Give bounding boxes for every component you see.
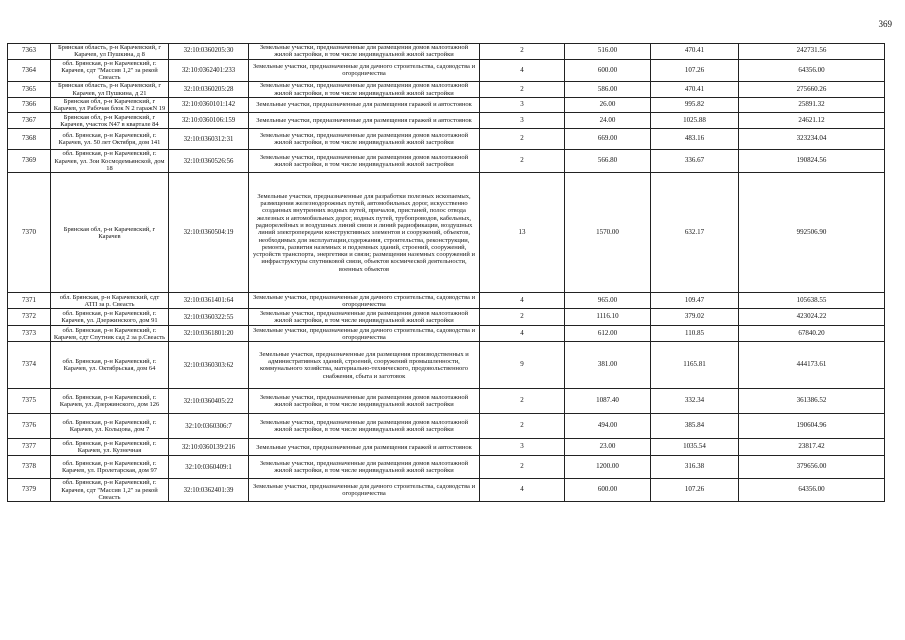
area-cell: 612.00	[565, 326, 651, 342]
cadastral-value-cell: 444173.61	[739, 342, 885, 389]
land-use-cell: Земельные участки, предназначенные для размещения домов малоэтажной жилой застройки, в том числе индивидуальной жилой застройки	[249, 389, 480, 414]
area-cell: 23.00	[565, 439, 651, 456]
cadastral-value-cell: 275660.26	[739, 82, 885, 98]
row-number: 7372	[8, 309, 51, 326]
cadastral-value-cell: 242731.56	[739, 44, 885, 60]
use-group-cell: 2	[480, 389, 565, 414]
area-cell: 26.00	[565, 97, 651, 113]
land-use-cell: Земельные участки, предназначенные для размещения домов малоэтажной жилой застройки, в том числе индивидуальной жилой застройки	[249, 414, 480, 439]
land-use-cell: Земельные участки, предназначенные для разработки полезных ископаемых, размещения железнодорожных путей, автомобильных дорог, искусственно созданных внутренних водных путей, причалов, пристаней, полос отвода железных и автомобильных дорог, водных путей, трубопроводов, кабельных, радиорелейных и воздушных линий связи и линий радиофикации, воздушных линий электропередачи конструктивных элементов и сооружений, объектов, необходимых для эксплуатации,содержания, строительства, реконструкции, ремонта, развития наземных и подземных зданий, строений, сооружений, устройств транспорта, энергетики и связи; размещения наземных сооружений и инфраструктуры спутниковой связи, объектов космической деятельности, военных объектов	[249, 173, 480, 293]
row-number: 7367	[8, 113, 51, 129]
address-cell: Брянская обл, р-н Карачевский, г Карачев	[51, 173, 169, 293]
table-row	[8, 389, 885, 414]
land-use-cell: Земельные участки, предназначенные для размещения домов малоэтажной жилой застройки, в том числе индивидуальной жилой застройки	[249, 309, 480, 326]
cadastral-number-cell: 32:10:0360303:62	[169, 342, 249, 389]
row-number: 7376	[8, 414, 51, 439]
table-row	[8, 129, 885, 150]
unit-value-cell: 1035.54	[651, 439, 739, 456]
cadastral-number-cell: 32:10:0360306:7	[169, 414, 249, 439]
area-cell: 24.00	[565, 113, 651, 129]
unit-value-cell: 632.17	[651, 173, 739, 293]
row-number: 7374	[8, 342, 51, 389]
cadastral-value-table	[7, 43, 885, 502]
use-group-cell: 2	[480, 309, 565, 326]
unit-value-cell: 470.41	[651, 44, 739, 60]
cadastral-value-cell: 64356.00	[739, 59, 885, 82]
row-number: 7373	[8, 326, 51, 342]
use-group-cell: 2	[480, 82, 565, 98]
unit-value-cell: 995.82	[651, 97, 739, 113]
area-cell: 586.00	[565, 82, 651, 98]
table-row	[8, 414, 885, 439]
area-cell: 516.00	[565, 44, 651, 60]
use-group-cell: 4	[480, 59, 565, 82]
table-row	[8, 97, 885, 113]
cadastral-value-cell: 992506.90	[739, 173, 885, 293]
row-number: 7371	[8, 293, 51, 309]
use-group-cell: 4	[480, 293, 565, 309]
unit-value-cell: 379.02	[651, 309, 739, 326]
table-row	[8, 173, 885, 293]
cadastral-number-cell: 32:10:0360139:216	[169, 439, 249, 456]
row-number: 7366	[8, 97, 51, 113]
cadastral-value-cell: 190604.96	[739, 414, 885, 439]
use-group-cell: 13	[480, 173, 565, 293]
use-group-cell: 2	[480, 150, 565, 173]
row-number: 7363	[8, 44, 51, 60]
cadastral-number-cell: 32:10:0360409:1	[169, 456, 249, 479]
unit-value-cell: 110.85	[651, 326, 739, 342]
use-group-cell: 2	[480, 414, 565, 439]
table-row	[8, 326, 885, 342]
row-number: 7368	[8, 129, 51, 150]
table-row	[8, 439, 885, 456]
unit-value-cell: 1165.81	[651, 342, 739, 389]
row-number: 7369	[8, 150, 51, 173]
cadastral-number-cell: 32:10:0360106:159	[169, 113, 249, 129]
address-cell: Брянская область, р-н Карачевский, г Карачев, ул Пушкина, д 21	[51, 82, 169, 98]
table-row	[8, 293, 885, 309]
use-group-cell: 3	[480, 113, 565, 129]
table-row	[8, 82, 885, 98]
use-group-cell: 4	[480, 479, 565, 502]
area-cell: 566.80	[565, 150, 651, 173]
address-cell: обл. Брянская, р-н Карачевский, г. Карачев, сдт "Массив 1,2" за рекой Свеасть	[51, 59, 169, 82]
land-use-cell: Земельные участки, предназначенные для размещения гаражей и автостоянок	[249, 97, 480, 113]
address-cell: обл. Брянская, р-н Карачевский, сдт АТП за р. Свеасть	[51, 293, 169, 309]
page-number: 369	[878, 19, 892, 29]
land-use-cell: Земельные участки, предназначенные для размещения гаражей и автостоянок	[249, 113, 480, 129]
address-cell: Брянская область, р-н Карачевский, г Карачев, ул Пушкина, д 8	[51, 44, 169, 60]
unit-value-cell: 107.26	[651, 479, 739, 502]
unit-value-cell: 385.84	[651, 414, 739, 439]
table-row	[8, 456, 885, 479]
use-group-cell: 2	[480, 456, 565, 479]
cadastral-number-cell: 32:10:0362401:39	[169, 479, 249, 502]
table-row	[8, 479, 885, 502]
unit-value-cell: 316.38	[651, 456, 739, 479]
cadastral-number-cell: 32:10:0360205:28	[169, 82, 249, 98]
table-row	[8, 342, 885, 389]
land-use-cell: Земельные участки, предназначенные для размещения домов малоэтажной жилой застройки, в том числе индивидуальной жилой застройки	[249, 150, 480, 173]
area-cell: 381.00	[565, 342, 651, 389]
cadastral-value-cell: 25891.32	[739, 97, 885, 113]
row-number: 7377	[8, 439, 51, 456]
address-cell: обл. Брянская, р-н Карачевский, г. Карачев, ул. Зои Космодемьянской, дом 18	[51, 150, 169, 173]
cadastral-number-cell: 32:10:0362401:233	[169, 59, 249, 82]
cadastral-value-cell: 423024.22	[739, 309, 885, 326]
land-use-cell: Земельные участки, предназначенные для дачного строительства, садоводства и огородничества	[249, 293, 480, 309]
use-group-cell: 3	[480, 439, 565, 456]
unit-value-cell: 332.34	[651, 389, 739, 414]
cadastral-number-cell: 32:10:0360405:22	[169, 389, 249, 414]
table-row	[8, 150, 885, 173]
table-row	[8, 309, 885, 326]
table-row	[8, 44, 885, 60]
area-cell: 1200.00	[565, 456, 651, 479]
address-cell: Брянская обл, р-н Карачевский, г Карачев, участок N47 в квартале 84	[51, 113, 169, 129]
address-cell: обл. Брянская, р-н Карачевский, г. Карачев, ул. Кольцова, дом 7	[51, 414, 169, 439]
address-cell: обл. Брянская, р-н Карачевский, г. Карачев, ул. Дзержинского, дом 91	[51, 309, 169, 326]
unit-value-cell: 109.47	[651, 293, 739, 309]
row-number: 7365	[8, 82, 51, 98]
address-cell: обл. Брянская, р-н Карачевский, г. Карачев, ул. Кузнечная	[51, 439, 169, 456]
address-cell: обл. Брянская, р-н Карачевский, г. Карачев, сдт "Массив 1,2" за рекой Свеасть	[51, 479, 169, 502]
table-row	[8, 59, 885, 82]
use-group-cell: 3	[480, 97, 565, 113]
address-cell: обл. Брянская, р-н Карачевский, г. Карачев, ул. Пролетарская, дом 97	[51, 456, 169, 479]
address-cell: обл. Брянская, р-н Карачевский, г. Карачев, ул. Октябрьская, дом 64	[51, 342, 169, 389]
unit-value-cell: 470.41	[651, 82, 739, 98]
area-cell: 1116.10	[565, 309, 651, 326]
land-use-cell: Земельные участки, предназначенные для размещения домов малоэтажной жилой застройки, в том числе индивидуальной жилой застройки	[249, 44, 480, 60]
address-cell: обл. Брянская, р-н Карачевский, г. Карачев, ул. 50 лет Октября, дом 141	[51, 129, 169, 150]
cadastral-number-cell: 32:10:0360322:55	[169, 309, 249, 326]
cadastral-value-cell: 190824.56	[739, 150, 885, 173]
unit-value-cell: 107.26	[651, 59, 739, 82]
area-cell: 1570.00	[565, 173, 651, 293]
cadastral-number-cell: 32:10:0360504:19	[169, 173, 249, 293]
use-group-cell: 2	[480, 129, 565, 150]
row-number: 7375	[8, 389, 51, 414]
cadastral-value-cell: 24621.12	[739, 113, 885, 129]
land-use-cell: Земельные участки, предназначенные для размещения домов малоэтажной жилой застройки, в том числе индивидуальной жилой застройки	[249, 129, 480, 150]
area-cell: 494.00	[565, 414, 651, 439]
cadastral-value-cell: 361386.52	[739, 389, 885, 414]
table-row	[8, 113, 885, 129]
address-cell: обл. Брянская, р-н Карачевский, г. Карачев, ул. Дзержинского, дом 126	[51, 389, 169, 414]
row-number: 7370	[8, 173, 51, 293]
cadastral-value-cell: 67840.20	[739, 326, 885, 342]
unit-value-cell: 336.67	[651, 150, 739, 173]
cadastral-number-cell: 32:10:0360312:31	[169, 129, 249, 150]
area-cell: 965.00	[565, 293, 651, 309]
address-cell: обл. Брянская, р-н Карачевский, г. Карачев, сдт Спутник сад 2 за р.Свеасть	[51, 326, 169, 342]
cadastral-number-cell: 32:10:0360526:56	[169, 150, 249, 173]
use-group-cell: 9	[480, 342, 565, 389]
land-use-cell: Земельные участки, предназначенные для размещения гаражей и автостоянок	[249, 439, 480, 456]
cadastral-value-cell: 23817.42	[739, 439, 885, 456]
table-body	[8, 44, 885, 502]
address-cell: Брянская обл, р-н Карачевский, г Карачев, ул Рабочая блок N 2 гаражN 19	[51, 97, 169, 113]
area-cell: 600.00	[565, 479, 651, 502]
unit-value-cell: 483.16	[651, 129, 739, 150]
cadastral-number-cell: 32:10:0360101:142	[169, 97, 249, 113]
land-use-cell: Земельные участки, предназначенные для дачного строительства, садоводства и огородничества	[249, 59, 480, 82]
row-number: 7378	[8, 456, 51, 479]
cadastral-number-cell: 32:10:0360205:30	[169, 44, 249, 60]
row-number: 7364	[8, 59, 51, 82]
cadastral-number-cell: 32:10:0361401:64	[169, 293, 249, 309]
cadastral-value-cell: 105638.55	[739, 293, 885, 309]
cadastral-value-cell: 64356.00	[739, 479, 885, 502]
land-use-cell: Земельные участки, предназначенные для размещения домов малоэтажной жилой застройки, в том числе индивидуальной жилой застройки	[249, 456, 480, 479]
use-group-cell: 2	[480, 44, 565, 60]
area-cell: 600.00	[565, 59, 651, 82]
cadastral-value-cell: 323234.04	[739, 129, 885, 150]
row-number: 7379	[8, 479, 51, 502]
cadastral-value-cell: 379656.00	[739, 456, 885, 479]
cadastral-number-cell: 32:10:0361801:20	[169, 326, 249, 342]
use-group-cell: 4	[480, 326, 565, 342]
land-use-cell: Земельные участки, предназначенные для дачного строительства, садоводства и огородничества	[249, 479, 480, 502]
land-use-cell: Земельные участки, предназначенные для размещения домов малоэтажной жилой застройки, в том числе индивидуальной жилой застройки	[249, 82, 480, 98]
area-cell: 1087.40	[565, 389, 651, 414]
land-use-cell: Земельные участки, предназначенные для размещения производственных и административных зданий, строений, сооружений промышленности, коммунального хозяйства, материально-технического, продовольственного снабжения, сбыта и заготовок	[249, 342, 480, 389]
unit-value-cell: 1025.88	[651, 113, 739, 129]
area-cell: 669.00	[565, 129, 651, 150]
land-use-cell: Земельные участки, предназначенные для дачного строительства, садоводства и огородничества	[249, 326, 480, 342]
